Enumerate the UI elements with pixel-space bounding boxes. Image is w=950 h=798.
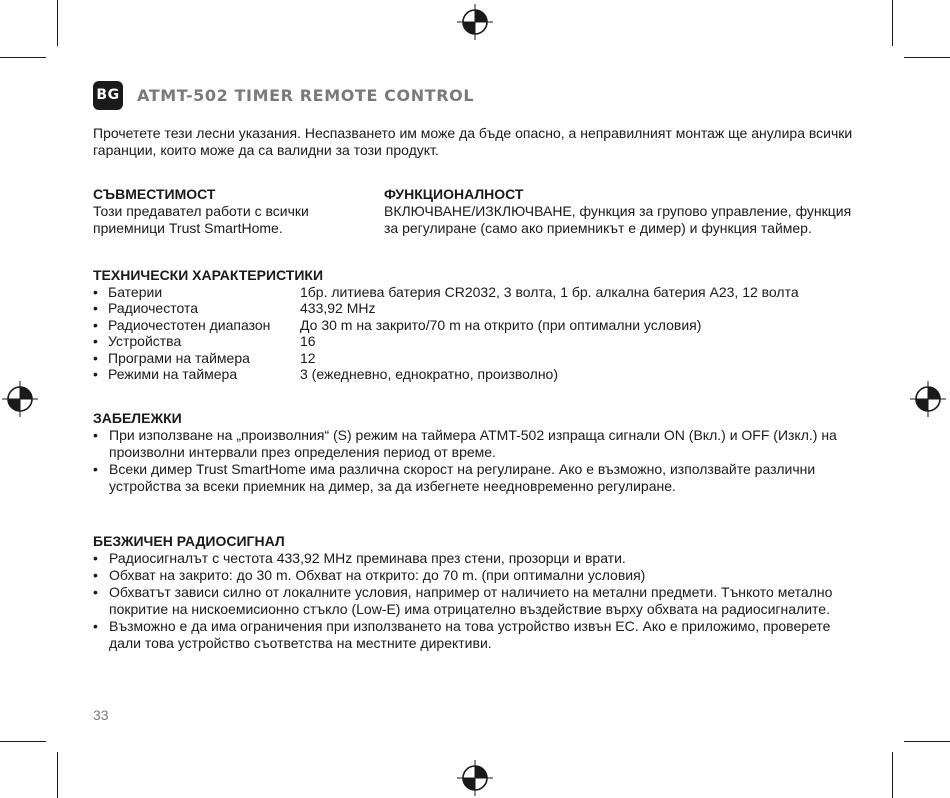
list-item: • Възможно е да има ограничения при използването на това устройство извън ЕС. Ако е приложимо, проверете дали това устройство съответства на местните директиви. (93, 618, 853, 652)
registration-mark-icon (457, 4, 493, 40)
spec-row: • Радиочестотен диапазон До 30 m на закрито/70 m на открито (при оптимални условия) (93, 317, 853, 333)
registration-mark-icon (2, 381, 38, 417)
list-item: • Обхват на закрито: до 30 m. Обхват на открито: до 70 m. (при оптимални условия) (93, 567, 853, 584)
spec-value: До 30 m на закрито/70 m на открито (при оптимални условия) (300, 316, 702, 333)
radio-heading: БЕЗЖИЧЕН РАДИОСИГНАЛ (93, 533, 285, 549)
crop-mark (904, 57, 950, 58)
intro-paragraph: Прочетете тези лесни указания. Неспазването им може да бъде опасно, а неправилният монтаж ще анулира всички гаранции, които може да са валидни за този продукт. (93, 125, 853, 158)
spec-value: 3 (ежедневно, еднократно, произволно) (300, 365, 558, 382)
crop-mark (0, 57, 46, 58)
list-item: • Всеки димер Trust SmartHome има различна скорост на регулиране. Ако е възможно, използвайте различни устройства за всеки приемник на димер, за да избегнете неедновременно регулиране. (93, 461, 853, 495)
list-item: • Обхватът зависи силно от локалните условия, например от наличието на метални предмети. Тънкото метално покритие на нискоемисионно стъкло (Low-E) има отрицателно въздействие върху обхвата на радиосигналите. (93, 584, 853, 618)
specs-heading: ТЕХНИЧЕСКИ ХАРАКТЕРИСТИКИ (93, 267, 324, 283)
document-title: ATMT-502 TIMER REMOTE CONTROL (137, 85, 475, 105)
spec-row: • Радиочестота 433,92 MHz (93, 300, 853, 316)
notes-heading: ЗАБЕЛЕЖКИ (93, 410, 182, 426)
language-badge: BG (93, 81, 123, 110)
compatibility-section (93, 186, 363, 237)
list-item: • Радиосигналът с честота 433,92 MHz преминава през стени, прозорци и врати. (93, 550, 853, 567)
spec-value: 12 (300, 349, 316, 366)
crop-mark (892, 0, 893, 46)
page-number: 33 (93, 707, 109, 723)
crop-mark (892, 752, 893, 798)
crop-mark (904, 741, 950, 742)
spec-row: • Програми на таймера 12 (93, 350, 853, 366)
functionality-heading: ФУНКЦИОНАЛНОСТ (384, 186, 524, 202)
spec-label: Радиочестотен диапазон (108, 316, 271, 333)
radio-list (93, 550, 853, 652)
spec-label: Режими на таймера (108, 365, 238, 382)
spec-row: • Батерии 1бр. литиева батерия CR2032, 3 волта, 1 бр. алкална батерия A23, 12 волта (93, 284, 853, 300)
radio-section (93, 533, 853, 652)
list-item: • При използване на „произволния“ (S) режим на таймера ATMT-502 изпраща сигнали ON (Вкл.) и OFF (Изкл.) на произволни интервали през определения период от време. (93, 427, 853, 461)
spec-label: Батерии (108, 284, 163, 300)
spec-label: Устройства (108, 333, 182, 350)
registration-mark-icon (910, 381, 946, 417)
notes-list (93, 427, 853, 495)
spec-label: Радиочестота (108, 300, 198, 317)
functionality-text: ВКЛЮЧВАНЕ/ИЗКЛЮЧВАНЕ, функция за групово управление, функция за регулиране (само ако приемникът е димер) и функция таймер. (384, 203, 852, 236)
spec-row: • Устройства 16 (93, 333, 853, 349)
spec-value: 16 (300, 333, 316, 350)
specs-section (93, 267, 853, 382)
compatibility-heading: СЪВМЕСТИМОСТ (93, 186, 216, 202)
spec-label: Програми на таймера (108, 349, 250, 366)
spec-value: 433,92 MHz (300, 300, 376, 317)
crop-mark (0, 741, 46, 742)
document-header (93, 79, 474, 111)
spec-row: • Режими на таймера 3 (ежедневно, еднократно, произволно) (93, 366, 853, 382)
notes-section (93, 410, 853, 495)
compatibility-text: Този предавател работи с всички приемници Trust SmartHome. (93, 203, 309, 236)
crop-mark (57, 752, 58, 798)
registration-mark-icon (457, 760, 493, 796)
crop-mark (57, 0, 58, 46)
spec-value: 1бр. литиева батерия CR2032, 3 волта, 1 бр. алкална батерия A23, 12 волта (300, 284, 799, 300)
functionality-section (384, 186, 854, 237)
